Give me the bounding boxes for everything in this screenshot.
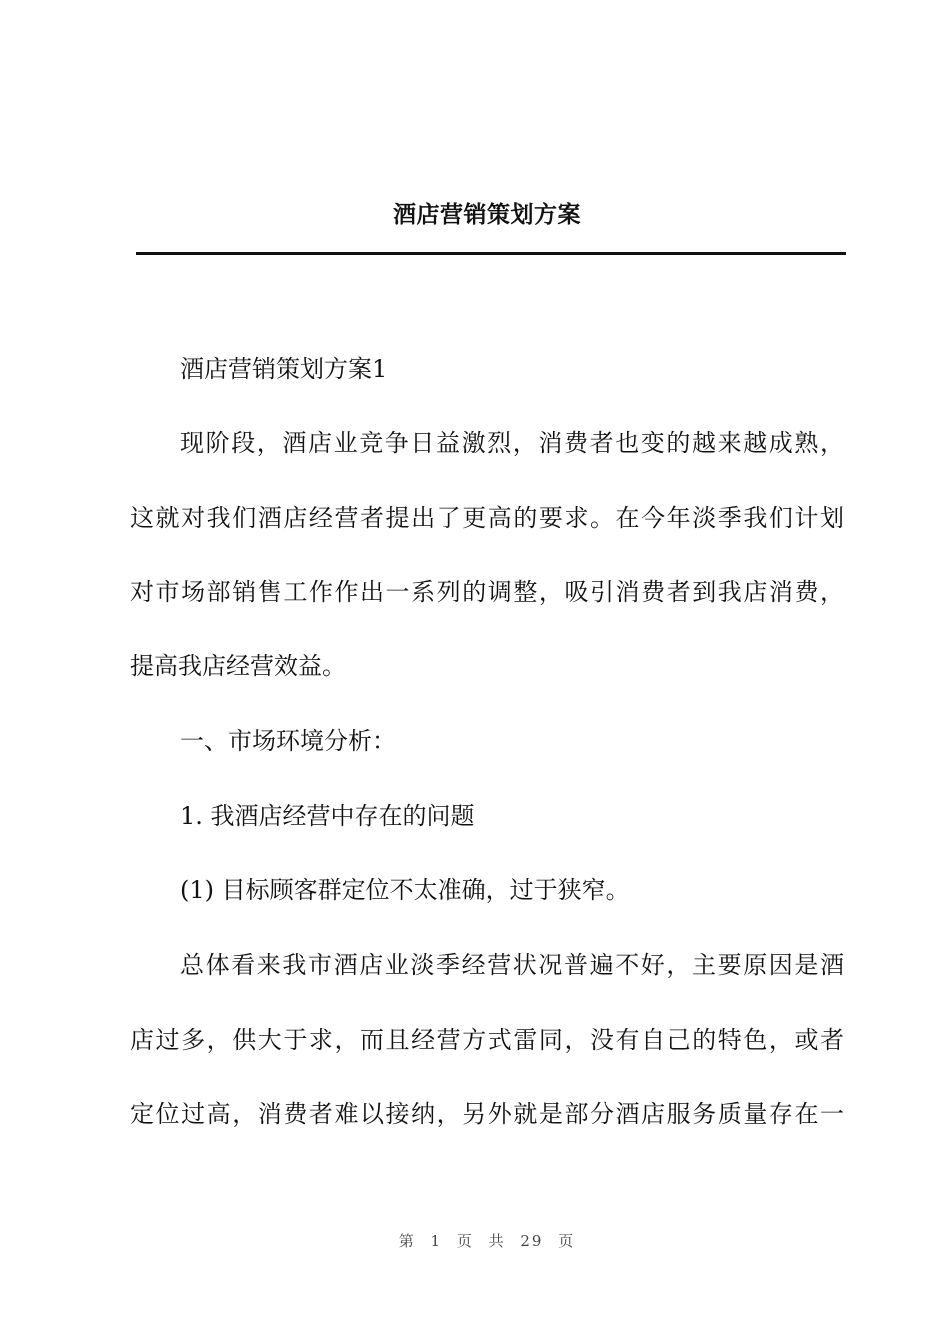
paragraph-line: 店过多，供大于求，而且经营方式雷同，没有自己的特色，或者 <box>130 1026 844 1054</box>
title-rule <box>136 252 846 255</box>
document-title: 酒店营销策划方案 <box>393 201 581 228</box>
paragraph-line: 对市场部销售工作作出一系列的调整，吸引消费者到我店消费， <box>130 578 844 606</box>
paragraph-line: 提高我店经营效益。 <box>130 652 346 680</box>
paragraph-line: 这就对我们酒店经营者提出了更高的要求。在今年淡季我们计划 <box>130 504 844 532</box>
section-heading: 酒店营销策划方案1 <box>180 355 388 383</box>
section-heading: 一、市场环境分析： <box>180 727 396 755</box>
subsection-heading: 1. 我酒店经营中存在的问题 <box>180 802 475 830</box>
paragraph-line: 定位过高，消费者难以接纳，另外就是部分酒店服务质量存在一 <box>130 1100 844 1128</box>
subsection-heading: (1) 目标顾客群定位不太准确，过于狭窄。 <box>180 876 630 904</box>
page-footer: 第 1 页 共 29 页 <box>398 1232 576 1250</box>
paragraph-line: 总体看来我市酒店业淡季经营状况普遍不好，主要原因是酒 <box>180 951 844 979</box>
paragraph-line: 现阶段，酒店业竞争日益激烈，消费者也变的越来越成熟， <box>180 429 844 457</box>
